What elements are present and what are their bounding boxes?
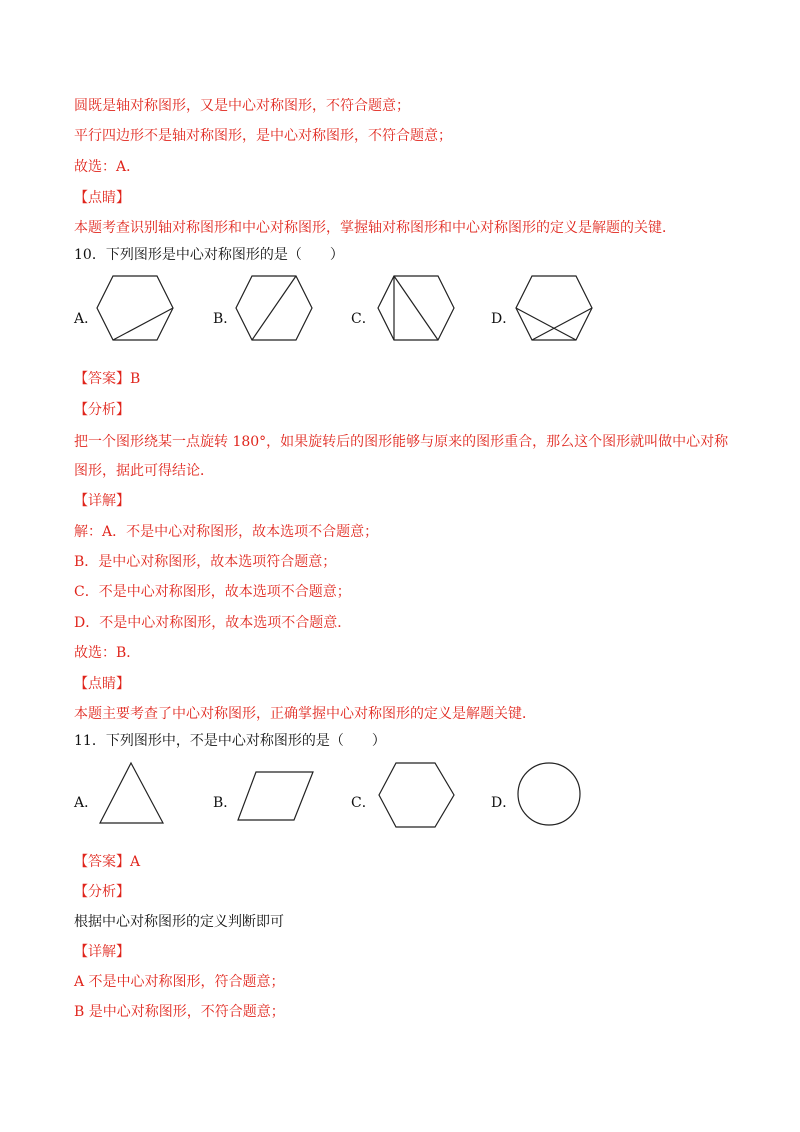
q10-xiangjie-line-a: 解：A．不是中心对称图形，故本选项不合题意； — [74, 524, 379, 540]
q11-xiangjie-line-a: A 不是中心对称图形，符合题意； — [74, 974, 285, 990]
q11-answer-tag: 【答案】 — [74, 854, 130, 870]
q10-option-a-hexagon-figure — [95, 274, 175, 344]
q10-option-d-label: D． — [491, 311, 517, 327]
q11-stem: 11．下列图形中，不是中心对称图形的是（ ） — [74, 733, 386, 749]
prev-line-2: 平行四边形不是轴对称图形，是中心对称图形，不符合题意； — [74, 128, 452, 144]
q10-fenxi-tag: 【分析】 — [74, 402, 130, 418]
q10-option-c-label: C． — [351, 311, 376, 327]
prev-choice: 故选：A． — [74, 159, 141, 175]
q11-option-b-parallelogram-figure — [236, 770, 316, 822]
q10-xiangjie-line-d: D．不是中心对称图形，故本选项不合题意． — [74, 615, 352, 631]
q10-answer-tag: 【答案】 — [74, 371, 130, 387]
q11-option-d-label: D． — [491, 795, 517, 811]
q11-option-d-circle-figure — [516, 762, 584, 828]
q11-answer-value: A — [130, 854, 141, 870]
q10-dianjing-tag: 【点睛】 — [74, 676, 130, 692]
q10-option-c-hexagon-figure — [376, 274, 456, 344]
q11-fenxi-tag: 【分析】 — [74, 884, 130, 900]
q10-answer — [74, 370, 140, 388]
q10-dianjing-text: 本题主要考查了中心对称图形，正确掌握中心对称图形的定义是解题关键． — [74, 706, 536, 722]
q11-option-b-label: B． — [213, 795, 238, 811]
q10-choice: 故选：B． — [74, 645, 141, 661]
q11-fenxi-text: 根据中心对称图形的定义判断即可 — [74, 914, 284, 930]
q11-answer — [74, 853, 140, 871]
q10-xiangjie-tag: 【详解】 — [74, 493, 130, 509]
q11-xiangjie-line-b: B 是中心对称图形，不符合题意； — [74, 1004, 285, 1020]
q10-option-d-hexagon-figure — [514, 274, 594, 344]
q10-option-b-hexagon-figure — [234, 274, 314, 344]
q10-option-a-label: A． — [74, 311, 99, 327]
q10-stem: 10．下列图形是中心对称图形的是（ ） — [74, 247, 344, 263]
prev-dianjing-tag: 【点睛】 — [74, 190, 130, 206]
q10-fenxi-text-1: 把一个图形绕某一点旋转 180°，如果旋转后的图形能够与原来的图形重合，那么这个图形就叫做中心对称 — [74, 434, 729, 450]
q11-xiangjie-tag: 【详解】 — [74, 944, 130, 960]
q10-answer-value: B — [130, 371, 141, 387]
q10-xiangjie-line-c: C．不是中心对称图形，故本选项不合题意； — [74, 584, 351, 600]
q11-option-a-label: A． — [74, 795, 99, 811]
q11-option-a-triangle-figure — [98, 761, 168, 825]
q11-option-c-hexagon-figure — [377, 761, 457, 829]
q10-fenxi-text-2: 图形，据此可得结论． — [74, 463, 214, 479]
prev-dianjing-text: 本题考查识别轴对称图形和中心对称图形，掌握轴对称图形和中心对称图形的定义是解题的关键． — [74, 220, 676, 236]
prev-line-1: 圆既是轴对称图形，又是中心对称图形，不符合题意； — [74, 98, 410, 114]
q10-xiangjie-line-b: B．是中心对称图形，故本选项符合题意； — [74, 554, 337, 570]
q10-option-b-label: B． — [213, 311, 238, 327]
q11-option-c-label: C． — [351, 795, 376, 811]
